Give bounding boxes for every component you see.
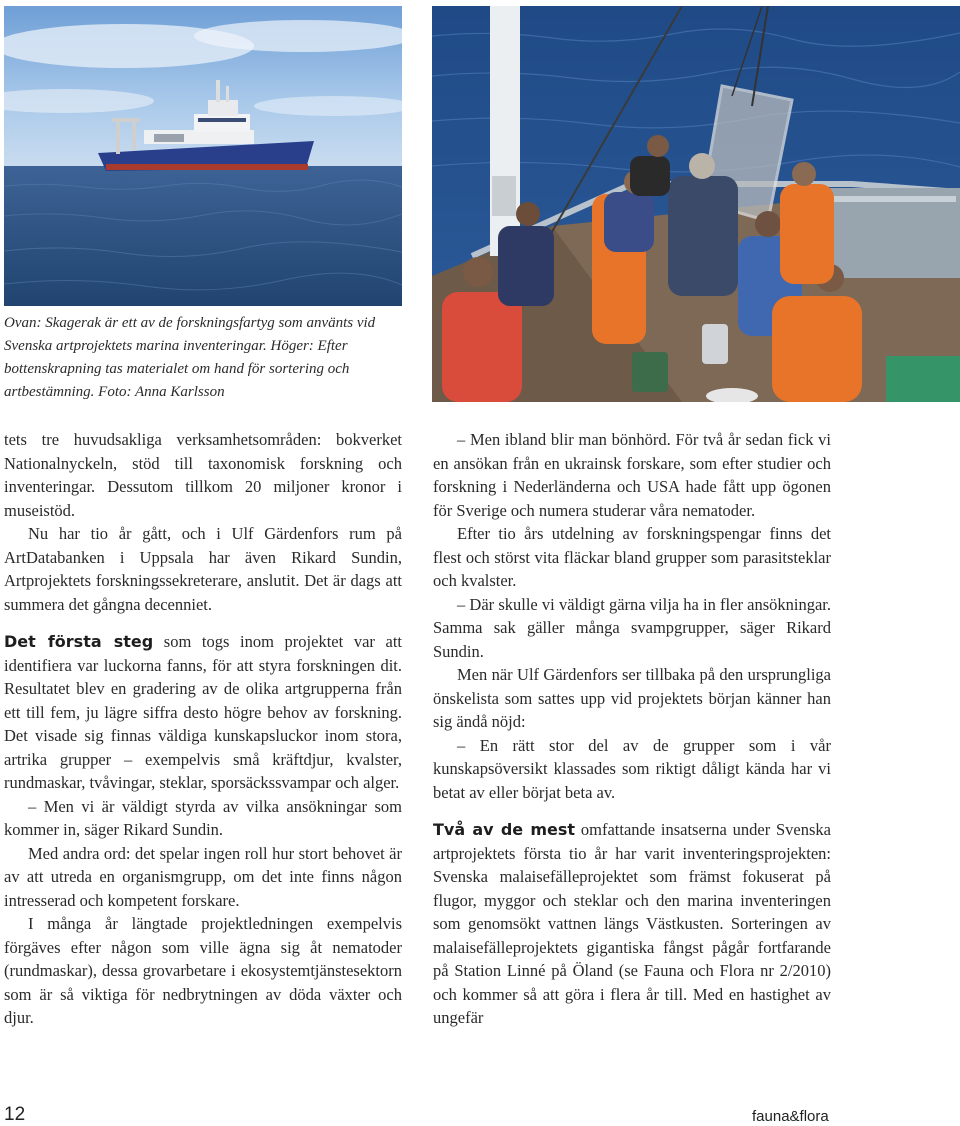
paragraph — [4, 630, 402, 795]
paragraph: Efter tio års utdelning av forskningspengar finns det flest och störst vita fläckar bland grupper som parasitsteklar och kvalster. — [433, 524, 831, 590]
paragraph: – Men vi är väldigt styrda av vilka ansökningar som kommer in, säger Rikard Sundin. — [4, 796, 402, 839]
paragraph — [433, 818, 831, 1030]
page-number: 12 — [4, 1104, 26, 1125]
section-lead: Två av de mest — [433, 820, 576, 839]
paragraph: I många år längtade projektledningen exempelvis förgäves efter någon som ville ägna sig åt nematoder (rundmaskar), dessa grovarbetare i ekosystemtjänstesektorn som är så viktiga för nedbrytningen av döda växter och djur. — [4, 914, 402, 1027]
article-column-right — [433, 428, 831, 1030]
article-column-left — [4, 428, 402, 1030]
section-lead: Det första steg — [4, 632, 154, 651]
deck-sorting-photo — [432, 6, 960, 402]
photo-caption: Ovan: Skagerak är ett av de forskningsfartyg som använts vid Svenska artprojektets marina inventeringar. Höger: Efter bottenskrapning tas materialet om hand för sortering och artbestämning. Foto: Anna Karlsson — [4, 315, 376, 400]
paragraph: Men när Ulf Gärdenfors ser tillbaka på den ursprungliga önskelista som sattes upp vid projektets början känner han sig ändå nöjd: — [433, 665, 831, 731]
paragraph: Nu har tio år gått, och i Ulf Gärdenfors rum på ArtDatabanken i Uppsala har även Rikard Sundin, Artprojektets forskningssekreterare, anslutit. Det är dags att summera det gångna decenniet. — [4, 524, 402, 614]
journal-name: fauna&flora — [752, 1108, 829, 1125]
paragraph: – En rätt stor del av de grupper som i vår kunskapsöversikt klassades som riktigt dåligt kända har vi betat av eller börjat beta av. — [433, 735, 831, 802]
paragraph: Med andra ord: det spelar ingen roll hur stort behovet är av att utreda en organismgrupp, om det inte finns någon intresserad och kompetent forskare. — [4, 843, 402, 910]
research-vessel-photo — [4, 6, 402, 306]
paragraph-text: som togs inom projektet var att identifiera var luckorna fanns, för att styra forskningen dit. Resultatet blev en gradering av de olika artgrupperna från ett till fem, ju lägre siffra desto högre behov av forskning. Det visade sig finnas väldiga kunskapsluckor inom stora, artrika grupper – exempelvis små kräftdjur, kvalster, rundmaskar, tvåvingar, steklar, sporsäckssvampar och alger. — [4, 632, 402, 792]
paragraph: – Men ibland blir man bönhörd. För två år sedan fick vi en ansökan från en ukrainsk forskare, som efter studier och forskning i Nederländerna och USA hade fått upp ögonen för Sverige och numera studerar våra nematoder. — [433, 430, 831, 520]
paragraph: – Där skulle vi väldigt gärna vilja ha in fler ansökningar. Samma sak gäller många svampgrupper, säger Rikard Sundin. — [433, 594, 831, 661]
paragraph-text: omfattande insatserna under Svenska artprojektets första tio år har varit inventeringsprojekten: Svenska malaisefälleprojektet som främst fokuserat på flugor, myggor och steklar och den marina inventeringen som genomsökt vattnen längs Västkusten. Sorteringen av malaisefälleprojektets gigantiska fångst pågår fortfarande på Station Linné på Öland (se Fauna och Flora nr 2/2010) och kommer så att göra i flera år till. Med en hastighet av ungefär — [433, 820, 831, 1027]
paragraph: tets tre huvudsakliga verksamhetsområden: bokverket Nationalnyckeln, stöd till taxonomisk forskning och inventeringar. Dessutom tillkom 20 miljoner kronor i museistöd. — [4, 430, 402, 520]
